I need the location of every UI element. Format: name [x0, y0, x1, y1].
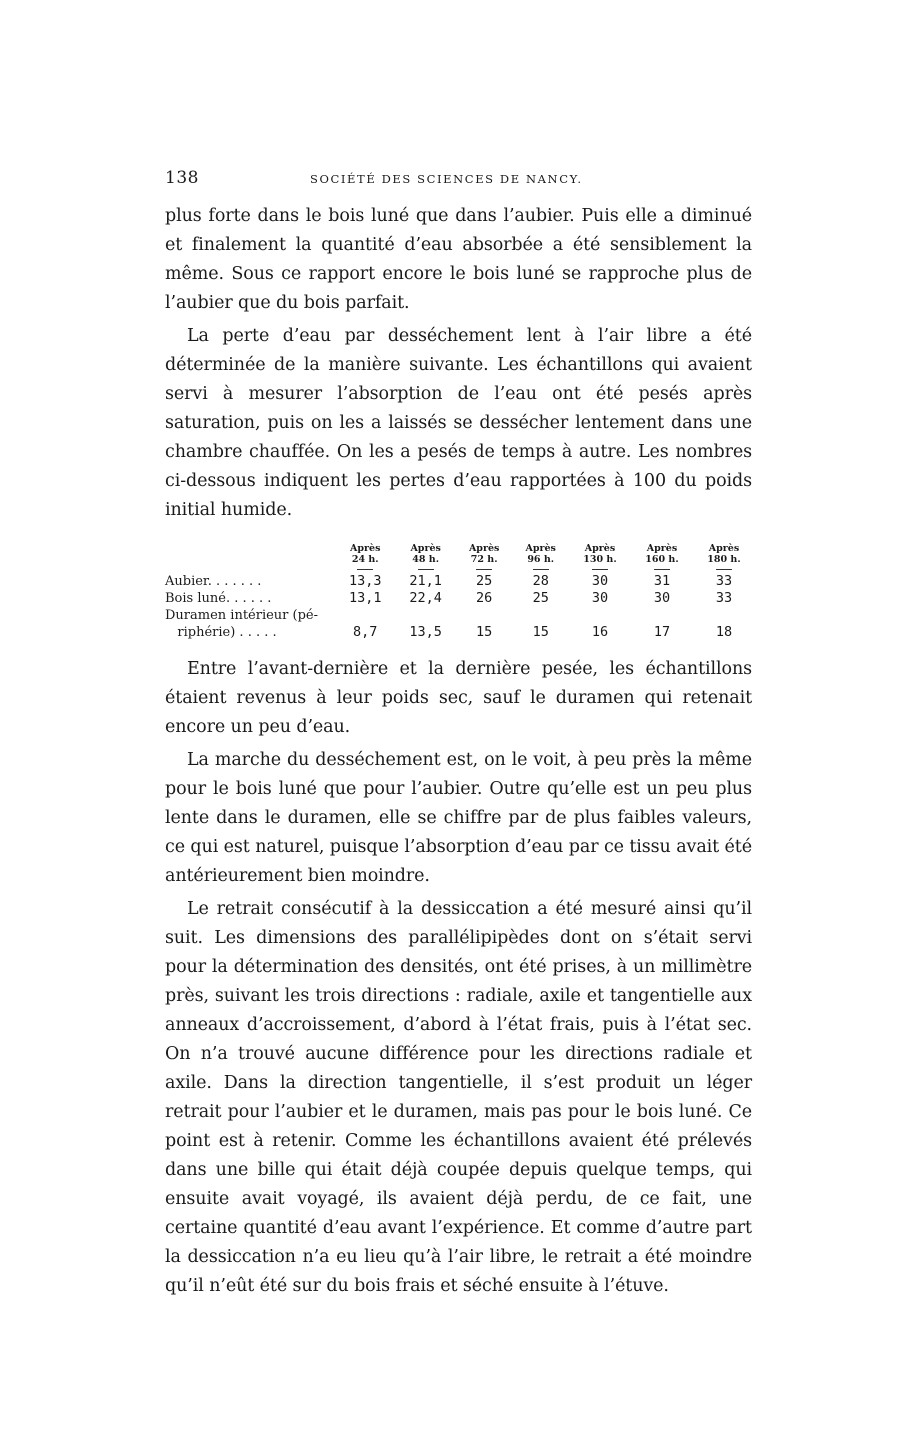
paragraph-5: Le retrait consécutif à la dessiccation a été mesuré ainsi qu’il suit. Les dimensions des parallélipipèdes dont on s’était servi pour la détermination des densités, ont été prises, à un millimètre près, suivant les trois directions : radiale, axile et tangentielle aux anneaux d’accroissement, d’abord à l’état frais, puis à l’état sec. On n’a trouvé aucune différence pour les directions radiale et axile. Dans la direction tangentielle, il s’est produit un léger retrait pour l’aubier et le duramen, mais pas pour le bois luné. Ce point est à retenir. Comme les échantillons avaient été prélevés dans une bille qui était déjà coupée depuis quelque temps, qui ensuite avait voyagé, ils avaient déjà perdu, de ce fait, une certaine quantité d’eau avant l’expérience. Et comme d’autre part la dessiccation n’a eu lieu qu’à l’air libre, le retrait a été moindre qu’il n’eût été sur du bois frais et séché ensuite à l’étuve. — [165, 899, 752, 1296]
table-row — [165, 573, 755, 590]
running-head — [165, 168, 752, 194]
page-number: 138 — [165, 168, 199, 188]
column-header: Après 72 h. — [456, 543, 513, 573]
header-title: SOCIÉTÉ DES SCIENCES DE NANCY. — [310, 172, 583, 186]
table-cell: 13,5 — [409, 624, 442, 640]
column-header: Après 48 h. — [395, 543, 455, 573]
table-corner — [165, 543, 335, 573]
paragraph-4: La marche du desséchement est, on le voit, à peu près la même pour le bois luné que pour l’aubier. Outre qu’elle est un peu plus lente dans le duramen, elle se chiffre par de plus faibles valeurs, ce qui est naturel, puisque l’absorption d’eau par ce tissu avait été antérieurement bien moindre. — [165, 750, 752, 886]
column-header: Après 180 h. — [693, 543, 755, 573]
paragraph-1: plus forte dans le bois luné que dans l’aubier. Puis elle a diminué et finalement la quantité d’eau absorbée a été sensiblement la même. Sous ce rapport encore le bois luné se rapproche plus de l’aubier que du bois parfait. — [165, 206, 752, 313]
table-cell: 8,7 — [353, 624, 378, 640]
table-cell: 17 — [653, 624, 671, 640]
table-cell: 30 — [653, 590, 671, 606]
table-row — [165, 607, 755, 641]
table-row — [165, 590, 755, 607]
column-header: Après 160 h. — [631, 543, 693, 573]
table-cell: 25 — [476, 573, 493, 589]
row-label-line: riphérie) . . . . . — [165, 625, 277, 640]
table-cell: 13,1 — [348, 590, 382, 606]
paragraph-3: Entre l’avant-dernière et la dernière pesée, les échantillons étaient revenus à leur poids sec, sauf le duramen qui retenait encore un peu d’eau. — [165, 659, 752, 737]
table-cell: 21,1 — [409, 573, 442, 589]
table-cell: 15 — [532, 624, 549, 640]
table-header-row — [165, 543, 755, 573]
table-cell: 16 — [591, 624, 609, 640]
row-label-line: Duramen intérieur (pé- — [165, 608, 318, 623]
table-cell: 33 — [715, 573, 733, 589]
table-cell: 22,4 — [409, 590, 442, 606]
row-label: Aubier. . . . . . . — [165, 574, 262, 589]
table-cell: 13,3 — [348, 573, 382, 589]
row-label — [165, 607, 335, 641]
row-label: Bois luné. . . . . . — [165, 591, 272, 606]
column-header: Après 130 h. — [569, 543, 631, 573]
table-cell: 18 — [715, 624, 733, 640]
paragraph-2: La perte d’eau par desséchement lent à l’air libre a été déterminée de la manière suivante. Les échantillons qui avaient servi à mesurer l’absorption de l’eau ont été pesés après saturation, puis on les a laissés se dessécher lentement dans une chambre chauffée. On les a pesés de temps à autre. Les nombres ci-dessous indiquent les pertes d’eau rapportées à 100 du poids initial humide. — [165, 326, 752, 520]
table-cell: 31 — [653, 573, 671, 589]
table-cell: 33 — [715, 590, 733, 606]
table-cell: 30 — [591, 573, 609, 589]
table-cell: 15 — [476, 624, 493, 640]
table-cell: 28 — [532, 573, 549, 589]
table-cell: 26 — [476, 590, 493, 606]
table-cell: 25 — [532, 590, 549, 606]
table-cell: 30 — [591, 590, 609, 606]
page — [165, 168, 752, 1301]
column-header: Après 96 h. — [512, 543, 569, 573]
column-header: Après 24 h. — [335, 543, 395, 573]
water-loss-table — [165, 543, 755, 641]
